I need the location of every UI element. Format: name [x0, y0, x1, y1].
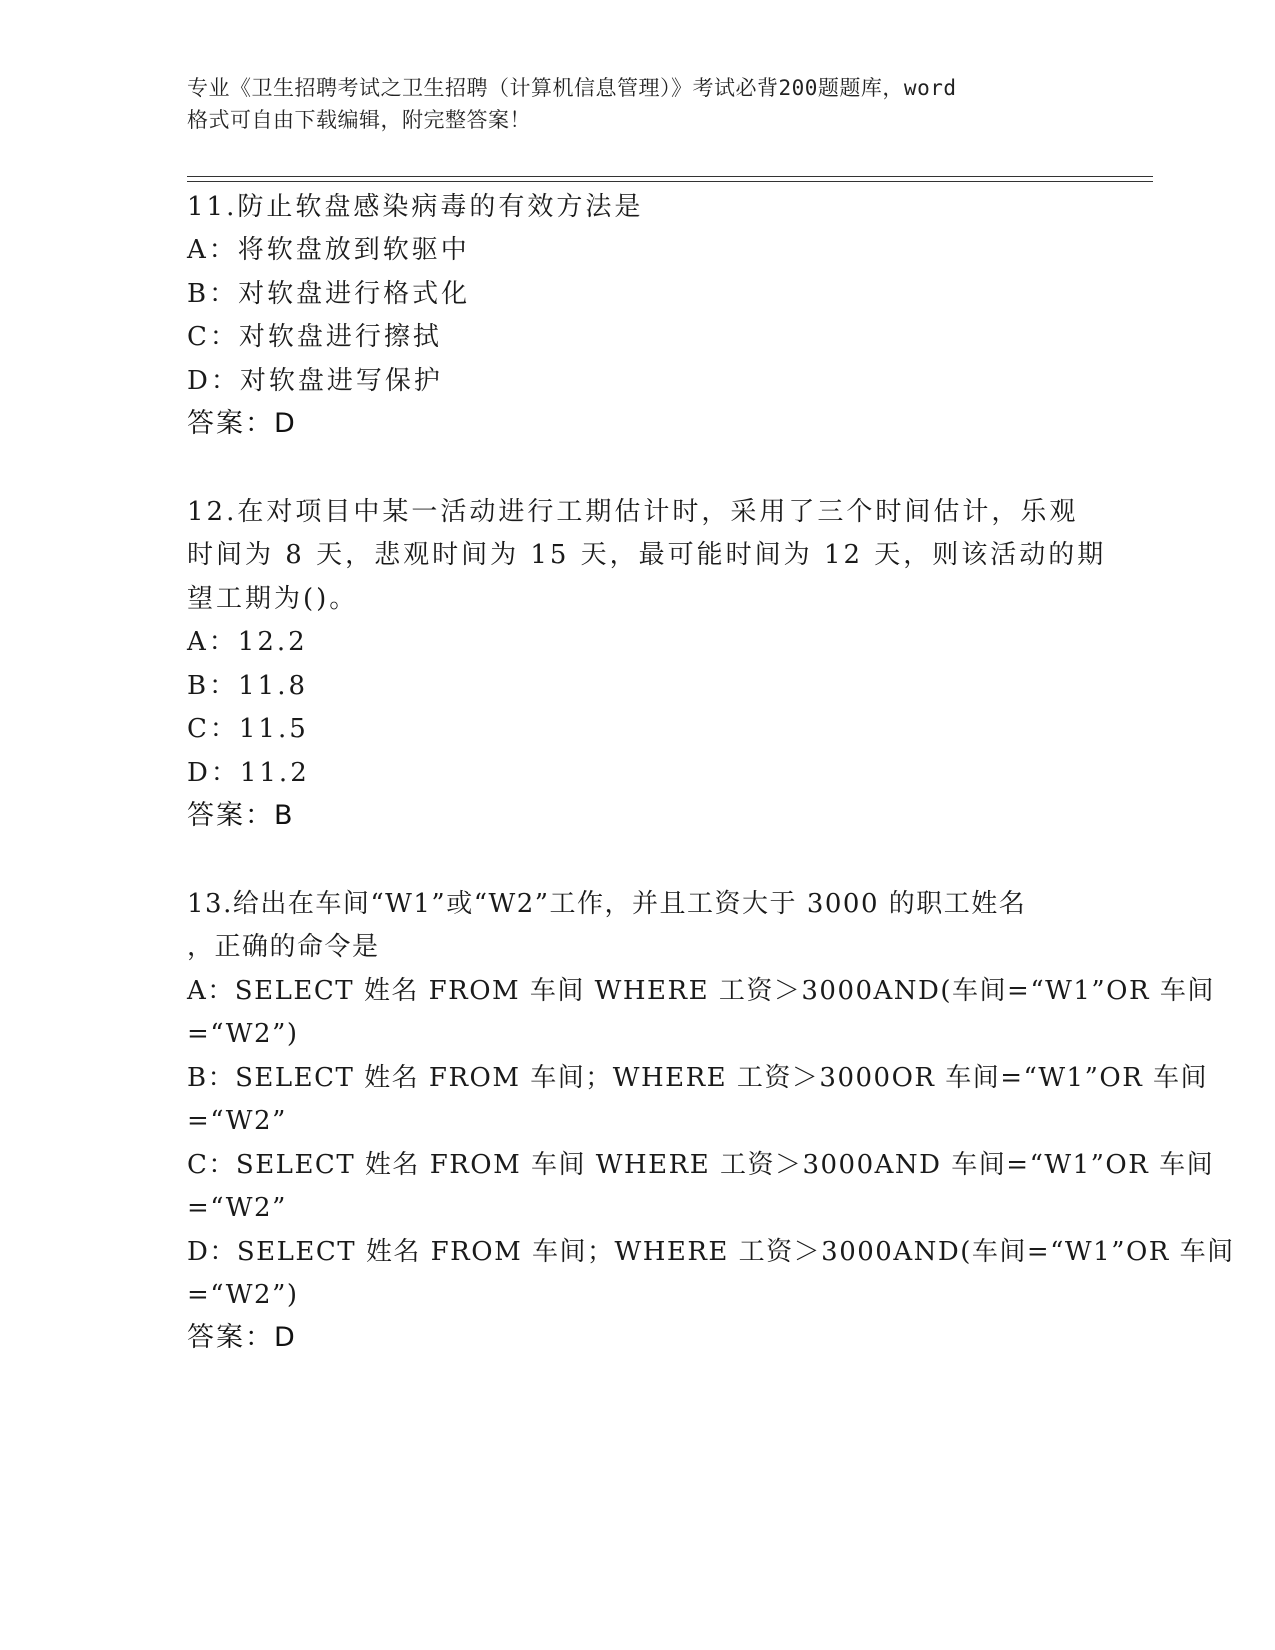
question-text: ，正确的命令是 — [187, 932, 380, 962]
answer-line: 答案：D — [187, 408, 297, 439]
option-c: C：11.5 — [187, 714, 309, 744]
option-d: D：对软盘进写保护 — [187, 366, 443, 396]
answer-line: 答案：B — [187, 800, 295, 831]
option-b: B：SELECT 姓名 FROM 车间；WHERE 工资＞3000OR 车间=“W1”OR 车间 — [187, 1063, 1209, 1093]
option-b: B：对软盘进行格式化 — [187, 279, 471, 309]
option-b: B：11.8 — [187, 671, 308, 701]
document-header — [187, 72, 1087, 136]
option-b-continued: =“W2” — [187, 1106, 287, 1136]
option-c: C：对软盘进行擦拭 — [187, 322, 442, 352]
option-c-continued: =“W2” — [187, 1193, 287, 1223]
question-text: 时间为 8 天，悲观时间为 15 天，最可能时间为 12 天，则该活动的期 — [187, 540, 1107, 570]
option-a: A：SELECT 姓名 FROM 车间 WHERE 工资＞3000AND(车间=“W1”OR 车间 — [187, 976, 1215, 1006]
header-divider-top — [187, 176, 1153, 177]
option-c: C：SELECT 姓名 FROM 车间 WHERE 工资＞3000AND 车间=“W1”OR 车间 — [187, 1150, 1215, 1180]
question-text: 12.在对项目中某一活动进行工期估计时，采用了三个时间估计，乐观 — [187, 497, 1079, 527]
option-d: D：SELECT 姓名 FROM 车间；WHERE 工资＞3000AND(车间=“W1”OR 车间 — [187, 1237, 1235, 1267]
option-d-continued: =“W2”) — [187, 1280, 299, 1310]
question-text: 11.防止软盘感染病毒的有效方法是 — [187, 192, 644, 222]
header-line-1: 专业《卫生招聘考试之卫生招聘（计算机信息管理）》考试必背200题题库，word — [187, 76, 957, 100]
option-a-continued: =“W2”) — [187, 1019, 299, 1049]
header-divider-bottom — [187, 181, 1153, 182]
option-a: A：将软盘放到软驱中 — [187, 235, 470, 265]
option-a: A：12.2 — [187, 627, 308, 657]
question-text: 望工期为()。 — [187, 584, 359, 614]
header-line-2: 格式可自由下载编辑，附完整答案！ — [187, 108, 531, 132]
option-d: D：11.2 — [187, 758, 310, 788]
answer-line: 答案：D — [187, 1322, 297, 1353]
question-text: 13.给出在车间“W1”或“W2”工作，并且工资大于 3000 的职工姓名 — [187, 889, 1027, 919]
